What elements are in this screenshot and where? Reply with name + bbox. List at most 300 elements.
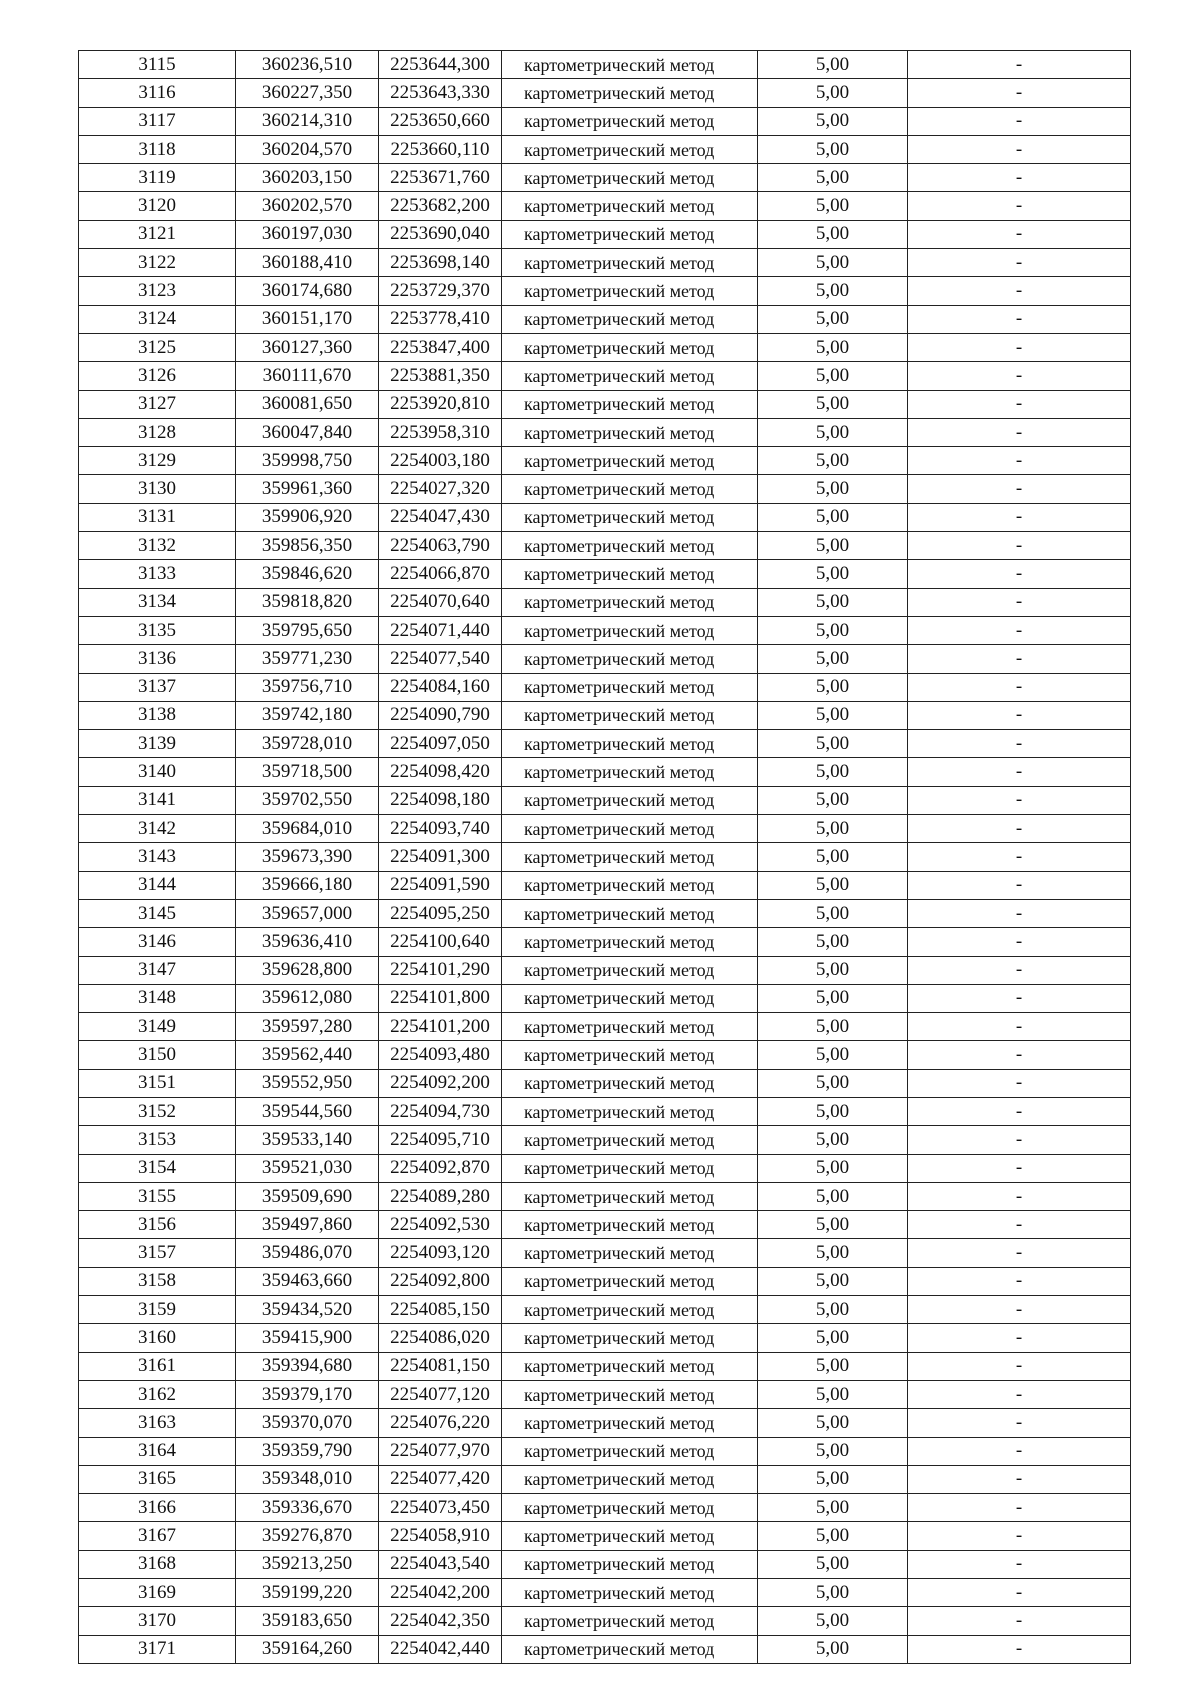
y-coordinate-cell: 2254092,530 — [379, 1211, 502, 1239]
y-coordinate-cell: 2254092,200 — [379, 1069, 502, 1097]
table-row — [79, 1607, 1131, 1635]
method-cell: картометрический метод — [502, 1550, 758, 1578]
x-coordinate-cell: 359702,550 — [236, 786, 379, 814]
method-cell: картометрический метод — [502, 1154, 758, 1182]
point-number-cell: 3141 — [79, 786, 236, 814]
x-coordinate-cell: 359728,010 — [236, 730, 379, 758]
accuracy-cell: 5,00 — [758, 1324, 908, 1352]
point-number-cell: 3153 — [79, 1126, 236, 1154]
table-row — [79, 362, 1131, 390]
y-coordinate-cell: 2254093,120 — [379, 1239, 502, 1267]
x-coordinate-cell: 360203,150 — [236, 164, 379, 192]
accuracy-cell: 5,00 — [758, 1126, 908, 1154]
note-cell: - — [908, 928, 1131, 956]
x-coordinate-cell: 359486,070 — [236, 1239, 379, 1267]
note-cell: - — [908, 645, 1131, 673]
y-coordinate-cell: 2254093,740 — [379, 815, 502, 843]
y-coordinate-cell: 2254003,180 — [379, 447, 502, 475]
note-cell: - — [908, 1239, 1131, 1267]
note-cell: - — [908, 503, 1131, 531]
table-row — [79, 192, 1131, 220]
point-number-cell: 3155 — [79, 1182, 236, 1210]
table-row — [79, 1324, 1131, 1352]
table-row — [79, 843, 1131, 871]
x-coordinate-cell: 360081,650 — [236, 390, 379, 418]
y-coordinate-cell: 2253778,410 — [379, 305, 502, 333]
accuracy-cell: 5,00 — [758, 1239, 908, 1267]
point-number-cell: 3119 — [79, 164, 236, 192]
point-number-cell: 3159 — [79, 1296, 236, 1324]
accuracy-cell: 5,00 — [758, 164, 908, 192]
y-coordinate-cell: 2253920,810 — [379, 390, 502, 418]
table-row — [79, 673, 1131, 701]
accuracy-cell: 5,00 — [758, 503, 908, 531]
method-cell: картометрический метод — [502, 1182, 758, 1210]
note-cell: - — [908, 1550, 1131, 1578]
accuracy-cell: 5,00 — [758, 673, 908, 701]
method-cell: картометрический метод — [502, 1324, 758, 1352]
accuracy-cell: 5,00 — [758, 758, 908, 786]
x-coordinate-cell: 360197,030 — [236, 220, 379, 248]
table-row — [79, 1126, 1131, 1154]
x-coordinate-cell: 359183,650 — [236, 1607, 379, 1635]
accuracy-cell: 5,00 — [758, 1296, 908, 1324]
point-number-cell: 3161 — [79, 1352, 236, 1380]
method-cell: картометрический метод — [502, 1069, 758, 1097]
y-coordinate-cell: 2254085,150 — [379, 1296, 502, 1324]
method-cell: картометрический метод — [502, 1267, 758, 1295]
point-number-cell: 3162 — [79, 1380, 236, 1408]
note-cell: - — [908, 51, 1131, 79]
point-number-cell: 3124 — [79, 305, 236, 333]
accuracy-cell: 5,00 — [758, 588, 908, 616]
x-coordinate-cell: 359276,870 — [236, 1522, 379, 1550]
note-cell: - — [908, 1211, 1131, 1239]
method-cell: картометрический метод — [502, 928, 758, 956]
point-number-cell: 3144 — [79, 871, 236, 899]
method-cell: картометрический метод — [502, 107, 758, 135]
accuracy-cell: 5,00 — [758, 560, 908, 588]
table-row — [79, 645, 1131, 673]
y-coordinate-cell: 2254095,710 — [379, 1126, 502, 1154]
point-number-cell: 3123 — [79, 277, 236, 305]
y-coordinate-cell: 2254071,440 — [379, 616, 502, 644]
method-cell: картометрический метод — [502, 645, 758, 673]
note-cell: - — [908, 418, 1131, 446]
note-cell: - — [908, 1607, 1131, 1635]
x-coordinate-cell: 360188,410 — [236, 249, 379, 277]
x-coordinate-cell: 360047,840 — [236, 418, 379, 446]
x-coordinate-cell: 359199,220 — [236, 1579, 379, 1607]
method-cell: картометрический метод — [502, 701, 758, 729]
table-row — [79, 560, 1131, 588]
method-cell: картометрический метод — [502, 560, 758, 588]
table-row — [79, 730, 1131, 758]
accuracy-cell: 5,00 — [758, 1494, 908, 1522]
y-coordinate-cell: 2253698,140 — [379, 249, 502, 277]
y-coordinate-cell: 2254101,200 — [379, 1013, 502, 1041]
x-coordinate-cell: 359359,790 — [236, 1437, 379, 1465]
point-number-cell: 3129 — [79, 447, 236, 475]
y-coordinate-cell: 2254042,440 — [379, 1635, 502, 1663]
y-coordinate-cell: 2253650,660 — [379, 107, 502, 135]
x-coordinate-cell: 360111,670 — [236, 362, 379, 390]
table-row — [79, 1041, 1131, 1069]
accuracy-cell: 5,00 — [758, 447, 908, 475]
point-number-cell: 3164 — [79, 1437, 236, 1465]
note-cell: - — [908, 1324, 1131, 1352]
accuracy-cell: 5,00 — [758, 418, 908, 446]
y-coordinate-cell: 2254063,790 — [379, 532, 502, 560]
accuracy-cell: 5,00 — [758, 1097, 908, 1125]
point-number-cell: 3168 — [79, 1550, 236, 1578]
note-cell: - — [908, 871, 1131, 899]
note-cell: - — [908, 1097, 1131, 1125]
accuracy-cell: 5,00 — [758, 277, 908, 305]
method-cell: картометрический метод — [502, 1494, 758, 1522]
note-cell: - — [908, 164, 1131, 192]
table-row — [79, 1239, 1131, 1267]
note-cell: - — [908, 1126, 1131, 1154]
note-cell: - — [908, 673, 1131, 701]
note-cell: - — [908, 984, 1131, 1012]
y-coordinate-cell: 2254091,300 — [379, 843, 502, 871]
table-row — [79, 532, 1131, 560]
x-coordinate-cell: 359846,620 — [236, 560, 379, 588]
note-cell: - — [908, 1522, 1131, 1550]
x-coordinate-cell: 359673,390 — [236, 843, 379, 871]
method-cell: картометрический метод — [502, 758, 758, 786]
y-coordinate-cell: 2254070,640 — [379, 588, 502, 616]
table-row — [79, 220, 1131, 248]
point-number-cell: 3158 — [79, 1267, 236, 1295]
y-coordinate-cell: 2254094,730 — [379, 1097, 502, 1125]
method-cell: картометрический метод — [502, 1465, 758, 1493]
y-coordinate-cell: 2254098,420 — [379, 758, 502, 786]
method-cell: картометрический метод — [502, 815, 758, 843]
note-cell: - — [908, 815, 1131, 843]
point-number-cell: 3115 — [79, 51, 236, 79]
method-cell: картометрический метод — [502, 1579, 758, 1607]
point-number-cell: 3169 — [79, 1579, 236, 1607]
note-cell: - — [908, 1409, 1131, 1437]
point-number-cell: 3142 — [79, 815, 236, 843]
note-cell: - — [908, 1494, 1131, 1522]
point-number-cell: 3125 — [79, 333, 236, 361]
point-number-cell: 3133 — [79, 560, 236, 588]
x-coordinate-cell: 359795,650 — [236, 616, 379, 644]
y-coordinate-cell: 2254097,050 — [379, 730, 502, 758]
accuracy-cell: 5,00 — [758, 1465, 908, 1493]
point-number-cell: 3135 — [79, 616, 236, 644]
method-cell: картометрический метод — [502, 1352, 758, 1380]
table-row — [79, 1154, 1131, 1182]
point-number-cell: 3170 — [79, 1607, 236, 1635]
note-cell: - — [908, 1182, 1131, 1210]
table-row — [79, 475, 1131, 503]
accuracy-cell: 5,00 — [758, 871, 908, 899]
note-cell: - — [908, 758, 1131, 786]
method-cell: картометрический метод — [502, 277, 758, 305]
accuracy-cell: 5,00 — [758, 475, 908, 503]
point-number-cell: 3138 — [79, 701, 236, 729]
coordinates-table — [78, 50, 1131, 1664]
point-number-cell: 3137 — [79, 673, 236, 701]
y-coordinate-cell: 2253671,760 — [379, 164, 502, 192]
x-coordinate-cell: 359628,800 — [236, 956, 379, 984]
note-cell: - — [908, 1041, 1131, 1069]
note-cell: - — [908, 1380, 1131, 1408]
x-coordinate-cell: 359636,410 — [236, 928, 379, 956]
table-row — [79, 107, 1131, 135]
x-coordinate-cell: 360127,360 — [236, 333, 379, 361]
note-cell: - — [908, 1267, 1131, 1295]
note-cell: - — [908, 1296, 1131, 1324]
method-cell: картометрический метод — [502, 79, 758, 107]
method-cell: картометрический метод — [502, 475, 758, 503]
point-number-cell: 3121 — [79, 220, 236, 248]
accuracy-cell: 5,00 — [758, 843, 908, 871]
method-cell: картометрический метод — [502, 843, 758, 871]
x-coordinate-cell: 359544,560 — [236, 1097, 379, 1125]
coordinates-table-body — [79, 51, 1131, 1664]
note-cell: - — [908, 701, 1131, 729]
x-coordinate-cell: 360151,170 — [236, 305, 379, 333]
y-coordinate-cell: 2254086,020 — [379, 1324, 502, 1352]
y-coordinate-cell: 2254077,420 — [379, 1465, 502, 1493]
method-cell: картометрический метод — [502, 51, 758, 79]
point-number-cell: 3149 — [79, 1013, 236, 1041]
table-row — [79, 164, 1131, 192]
table-row — [79, 305, 1131, 333]
y-coordinate-cell: 2254073,450 — [379, 1494, 502, 1522]
point-number-cell: 3120 — [79, 192, 236, 220]
point-number-cell: 3160 — [79, 1324, 236, 1352]
y-coordinate-cell: 2254095,250 — [379, 899, 502, 927]
method-cell: картометрический метод — [502, 984, 758, 1012]
accuracy-cell: 5,00 — [758, 730, 908, 758]
y-coordinate-cell: 2254092,800 — [379, 1267, 502, 1295]
y-coordinate-cell: 2254084,160 — [379, 673, 502, 701]
accuracy-cell: 5,00 — [758, 899, 908, 927]
accuracy-cell: 5,00 — [758, 786, 908, 814]
table-row — [79, 1635, 1131, 1663]
note-cell: - — [908, 249, 1131, 277]
y-coordinate-cell: 2254043,540 — [379, 1550, 502, 1578]
method-cell: картометрический метод — [502, 1097, 758, 1125]
y-coordinate-cell: 2253881,350 — [379, 362, 502, 390]
point-number-cell: 3156 — [79, 1211, 236, 1239]
table-row — [79, 1013, 1131, 1041]
accuracy-cell: 5,00 — [758, 79, 908, 107]
point-number-cell: 3166 — [79, 1494, 236, 1522]
accuracy-cell: 5,00 — [758, 1437, 908, 1465]
point-number-cell: 3151 — [79, 1069, 236, 1097]
method-cell: картометрический метод — [502, 164, 758, 192]
method-cell: картометрический метод — [502, 135, 758, 163]
y-coordinate-cell: 2254066,870 — [379, 560, 502, 588]
accuracy-cell: 5,00 — [758, 1380, 908, 1408]
note-cell: - — [908, 220, 1131, 248]
point-number-cell: 3148 — [79, 984, 236, 1012]
table-row — [79, 701, 1131, 729]
x-coordinate-cell: 360204,570 — [236, 135, 379, 163]
accuracy-cell: 5,00 — [758, 1352, 908, 1380]
accuracy-cell: 5,00 — [758, 1154, 908, 1182]
x-coordinate-cell: 359463,660 — [236, 1267, 379, 1295]
table-row — [79, 1296, 1131, 1324]
point-number-cell: 3154 — [79, 1154, 236, 1182]
table-row — [79, 1579, 1131, 1607]
point-number-cell: 3163 — [79, 1409, 236, 1437]
point-number-cell: 3146 — [79, 928, 236, 956]
note-cell: - — [908, 135, 1131, 163]
y-coordinate-cell: 2254100,640 — [379, 928, 502, 956]
y-coordinate-cell: 2254091,590 — [379, 871, 502, 899]
point-number-cell: 3150 — [79, 1041, 236, 1069]
x-coordinate-cell: 359348,010 — [236, 1465, 379, 1493]
accuracy-cell: 5,00 — [758, 1550, 908, 1578]
table-row — [79, 1380, 1131, 1408]
table-row — [79, 277, 1131, 305]
method-cell: картометрический метод — [502, 249, 758, 277]
table-row — [79, 1465, 1131, 1493]
note-cell: - — [908, 107, 1131, 135]
x-coordinate-cell: 360227,350 — [236, 79, 379, 107]
point-number-cell: 3157 — [79, 1239, 236, 1267]
y-coordinate-cell: 2254081,150 — [379, 1352, 502, 1380]
y-coordinate-cell: 2253644,300 — [379, 51, 502, 79]
accuracy-cell: 5,00 — [758, 107, 908, 135]
point-number-cell: 3126 — [79, 362, 236, 390]
point-number-cell: 3171 — [79, 1635, 236, 1663]
x-coordinate-cell: 359684,010 — [236, 815, 379, 843]
method-cell: картометрический метод — [502, 956, 758, 984]
y-coordinate-cell: 2254093,480 — [379, 1041, 502, 1069]
x-coordinate-cell: 359718,500 — [236, 758, 379, 786]
method-cell: картометрический метод — [502, 1607, 758, 1635]
y-coordinate-cell: 2253682,200 — [379, 192, 502, 220]
x-coordinate-cell: 359742,180 — [236, 701, 379, 729]
x-coordinate-cell: 359666,180 — [236, 871, 379, 899]
method-cell: картометрический метод — [502, 1635, 758, 1663]
method-cell: картометрический метод — [502, 673, 758, 701]
point-number-cell: 3130 — [79, 475, 236, 503]
point-number-cell: 3132 — [79, 532, 236, 560]
method-cell: картометрический метод — [502, 532, 758, 560]
accuracy-cell: 5,00 — [758, 1579, 908, 1607]
x-coordinate-cell: 359394,680 — [236, 1352, 379, 1380]
method-cell: картометрический метод — [502, 1013, 758, 1041]
table-row — [79, 1522, 1131, 1550]
note-cell: - — [908, 1069, 1131, 1097]
table-row — [79, 1211, 1131, 1239]
accuracy-cell: 5,00 — [758, 305, 908, 333]
point-number-cell: 3140 — [79, 758, 236, 786]
method-cell: картометрический метод — [502, 616, 758, 644]
note-cell: - — [908, 560, 1131, 588]
accuracy-cell: 5,00 — [758, 616, 908, 644]
method-cell: картометрический метод — [502, 362, 758, 390]
accuracy-cell: 5,00 — [758, 645, 908, 673]
note-cell: - — [908, 362, 1131, 390]
accuracy-cell: 5,00 — [758, 1013, 908, 1041]
table-row — [79, 899, 1131, 927]
point-number-cell: 3127 — [79, 390, 236, 418]
table-row — [79, 333, 1131, 361]
point-number-cell: 3145 — [79, 899, 236, 927]
method-cell: картометрический метод — [502, 447, 758, 475]
table-row — [79, 1069, 1131, 1097]
y-coordinate-cell: 2254077,970 — [379, 1437, 502, 1465]
point-number-cell: 3122 — [79, 249, 236, 277]
accuracy-cell: 5,00 — [758, 1522, 908, 1550]
y-coordinate-cell: 2254027,320 — [379, 475, 502, 503]
accuracy-cell: 5,00 — [758, 1635, 908, 1663]
note-cell: - — [908, 786, 1131, 814]
method-cell: картометрический метод — [502, 220, 758, 248]
x-coordinate-cell: 359213,250 — [236, 1550, 379, 1578]
point-number-cell: 3117 — [79, 107, 236, 135]
y-coordinate-cell: 2253729,370 — [379, 277, 502, 305]
note-cell: - — [908, 1465, 1131, 1493]
x-coordinate-cell: 360174,680 — [236, 277, 379, 305]
accuracy-cell: 5,00 — [758, 928, 908, 956]
accuracy-cell: 5,00 — [758, 1069, 908, 1097]
accuracy-cell: 5,00 — [758, 362, 908, 390]
method-cell: картометрический метод — [502, 1522, 758, 1550]
note-cell: - — [908, 588, 1131, 616]
note-cell: - — [908, 616, 1131, 644]
point-number-cell: 3131 — [79, 503, 236, 531]
accuracy-cell: 5,00 — [758, 1409, 908, 1437]
y-coordinate-cell: 2254092,870 — [379, 1154, 502, 1182]
accuracy-cell: 5,00 — [758, 984, 908, 1012]
point-number-cell: 3167 — [79, 1522, 236, 1550]
note-cell: - — [908, 1579, 1131, 1607]
x-coordinate-cell: 359756,710 — [236, 673, 379, 701]
table-row — [79, 51, 1131, 79]
y-coordinate-cell: 2253690,040 — [379, 220, 502, 248]
x-coordinate-cell: 359521,030 — [236, 1154, 379, 1182]
y-coordinate-cell: 2253643,330 — [379, 79, 502, 107]
x-coordinate-cell: 359370,070 — [236, 1409, 379, 1437]
accuracy-cell: 5,00 — [758, 1607, 908, 1635]
x-coordinate-cell: 359533,140 — [236, 1126, 379, 1154]
method-cell: картометрический метод — [502, 418, 758, 446]
y-coordinate-cell: 2254042,350 — [379, 1607, 502, 1635]
x-coordinate-cell: 360202,570 — [236, 192, 379, 220]
accuracy-cell: 5,00 — [758, 1182, 908, 1210]
table-row — [79, 928, 1131, 956]
table-row — [79, 1182, 1131, 1210]
x-coordinate-cell: 359434,520 — [236, 1296, 379, 1324]
table-row — [79, 1550, 1131, 1578]
x-coordinate-cell: 359961,360 — [236, 475, 379, 503]
point-number-cell: 3143 — [79, 843, 236, 871]
method-cell: картометрический метод — [502, 305, 758, 333]
point-number-cell: 3118 — [79, 135, 236, 163]
note-cell: - — [908, 956, 1131, 984]
accuracy-cell: 5,00 — [758, 390, 908, 418]
method-cell: картометрический метод — [502, 1239, 758, 1267]
accuracy-cell: 5,00 — [758, 956, 908, 984]
method-cell: картометрический метод — [502, 333, 758, 361]
note-cell: - — [908, 843, 1131, 871]
point-number-cell: 3139 — [79, 730, 236, 758]
accuracy-cell: 5,00 — [758, 532, 908, 560]
note-cell: - — [908, 447, 1131, 475]
